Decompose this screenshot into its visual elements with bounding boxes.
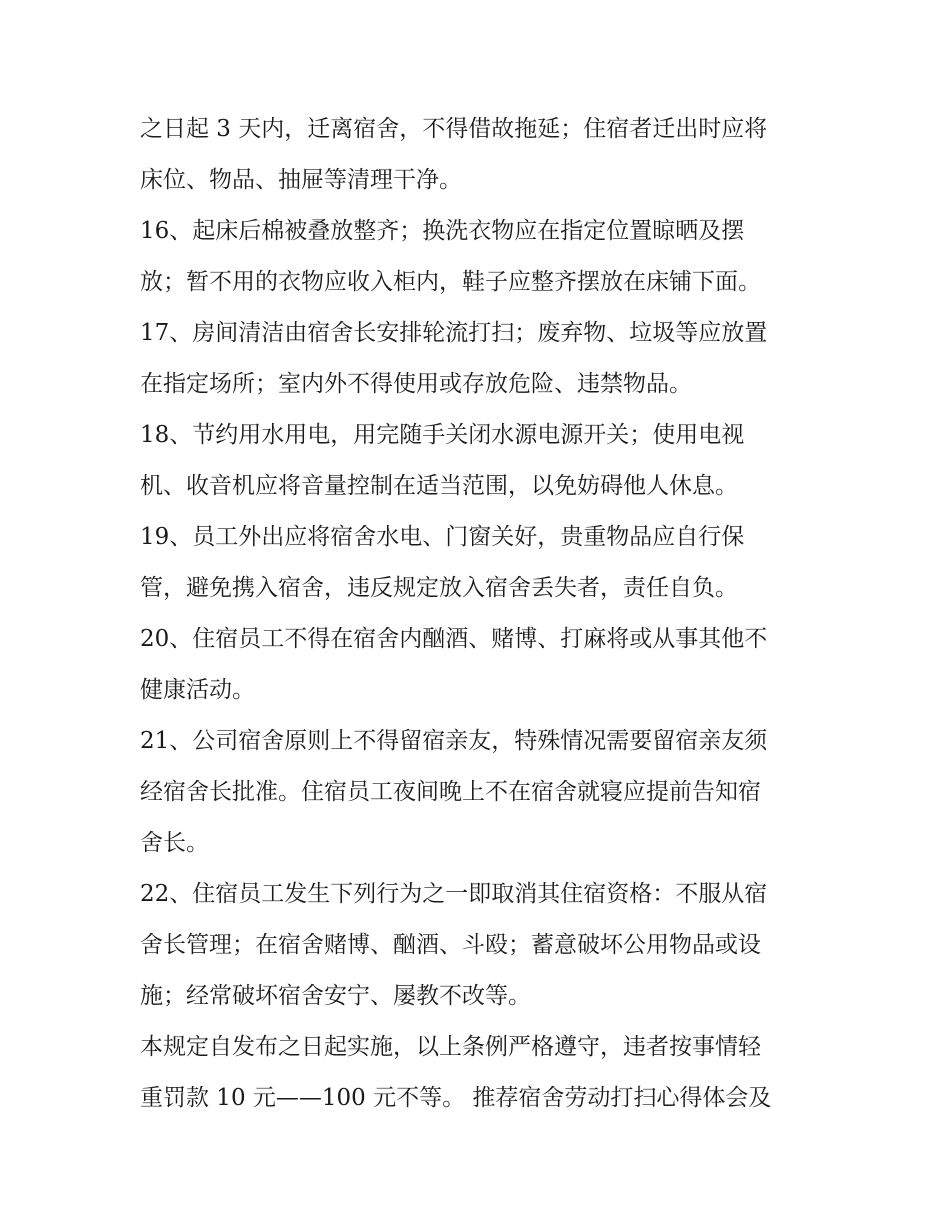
text-line: 管，避免携入宿舍，违反规定放入宿舍丢失者，责任自负。 (140, 575, 738, 601)
text-line: 施；经常破坏宿舍安宁、屡教不改等。 (140, 983, 531, 1009)
text-line: 16、起床后棉被叠放整齐；换洗衣物应在指定位置晾晒及摆 (140, 218, 745, 244)
text-line: 经宿舍长批准。住宿员工夜间晚上不在宿舍就寝应提前告知宿 (140, 779, 761, 805)
text-line: 19、员工外出应将宿舍水电、门窗关好，贵重物品应自行保 (140, 524, 745, 550)
text-line: 本规定自发布之日起实施，以上条例严格遵守，违者按事情轻 (140, 1034, 761, 1060)
text-line: 健康活动。 (140, 677, 255, 703)
text-line: 17、房间清洁由宿舍长安排轮流打扫；废弃物、垃圾等应放置 (140, 320, 768, 346)
text-line: 机、收音机应将音量控制在适当范围，以免妨碍他人休息。 (140, 473, 738, 499)
text-line: 在指定场所；室内外不得使用或存放危险、违禁物品。 (140, 371, 692, 397)
text-line: 舍长。 (140, 830, 209, 856)
text-line: 舍长管理；在宿舍赌博、酗酒、斗殴；蓄意破坏公用物品或设 (140, 932, 761, 958)
text-line: 20、住宿员工不得在宿舍内酗酒、赌博、打麻将或从事其他不 (140, 626, 768, 652)
text-line: 放；暂不用的衣物应收入柜内，鞋子应整齐摆放在床铺下面。 (140, 269, 761, 295)
text-line: 重罚款 10 元——100 元不等。 推荐宿舍劳动打扫心得体会及 (140, 1085, 772, 1111)
text-line: 之日起 3 天内，迁离宿舍，不得借故拖延；住宿者迁出时应将 (140, 116, 768, 142)
text-line: 22、住宿员工发生下列行为之一即取消其住宿资格：不服从宿 (140, 881, 768, 907)
text-line: 21、公司宿舍原则上不得留宿亲友，特殊情况需要留宿亲友须 (140, 728, 768, 754)
text-line: 床位、物品、抽屉等清理干净。 (140, 167, 462, 193)
text-line: 18、节约用水用电，用完随手关闭水源电源开关；使用电视 (140, 422, 745, 448)
document-body (140, 104, 820, 1124)
